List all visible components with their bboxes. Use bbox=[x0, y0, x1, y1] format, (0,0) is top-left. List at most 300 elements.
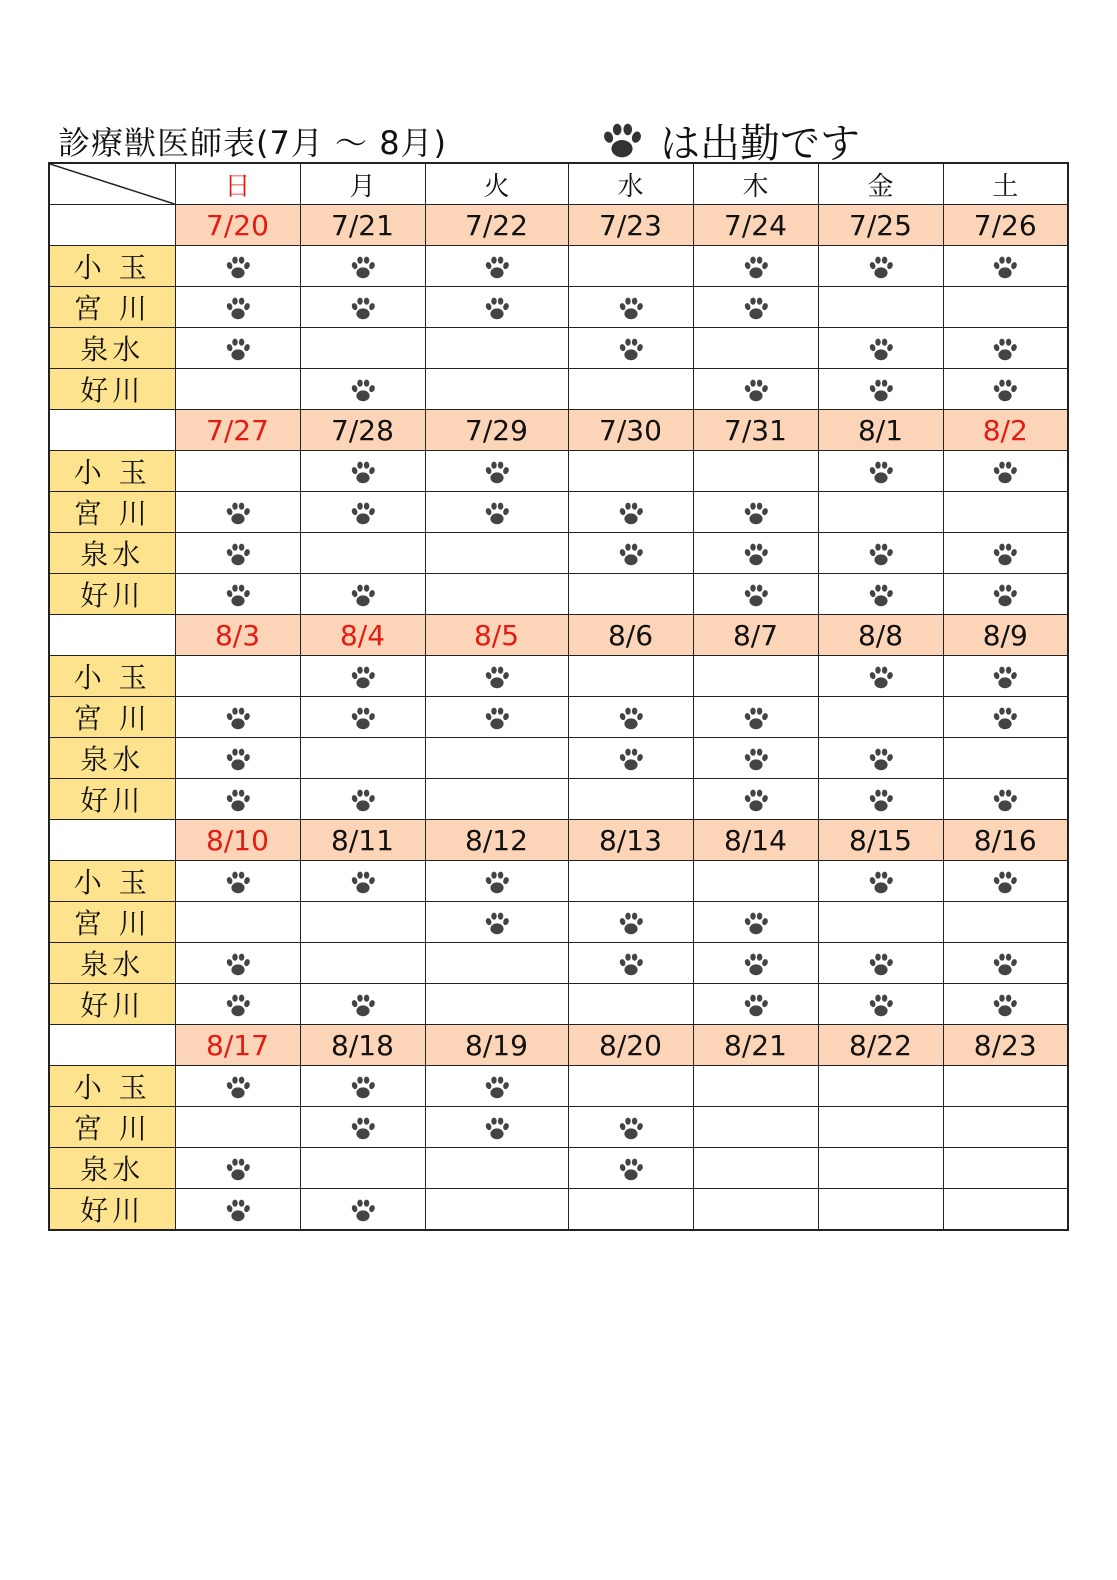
shift-cell bbox=[300, 656, 425, 697]
shift-cell bbox=[568, 574, 693, 615]
shift-cell bbox=[175, 697, 300, 738]
paw-icon bbox=[223, 1155, 253, 1185]
shift-cell bbox=[818, 984, 943, 1025]
shift-cell bbox=[175, 656, 300, 697]
shift-cell bbox=[943, 533, 1068, 574]
date-cell: 7/26 bbox=[943, 205, 1068, 246]
vet-row bbox=[49, 943, 1068, 984]
date-row bbox=[49, 1025, 1068, 1066]
shift-cell bbox=[943, 861, 1068, 902]
paw-icon bbox=[348, 1073, 378, 1103]
shift-cell bbox=[175, 1189, 300, 1231]
shift-cell bbox=[425, 1066, 568, 1107]
date-cell: 8/9 bbox=[943, 615, 1068, 656]
paw-icon bbox=[741, 991, 771, 1021]
date-cell: 7/23 bbox=[568, 205, 693, 246]
shift-cell bbox=[300, 1107, 425, 1148]
date-cell: 7/28 bbox=[300, 410, 425, 451]
shift-cell bbox=[175, 369, 300, 410]
date-cell: 8/6 bbox=[568, 615, 693, 656]
shift-cell bbox=[943, 574, 1068, 615]
date-cell: 8/5 bbox=[425, 615, 568, 656]
paw-icon bbox=[616, 1155, 646, 1185]
shift-cell bbox=[300, 533, 425, 574]
paw-icon bbox=[990, 786, 1020, 816]
shift-cell bbox=[693, 861, 818, 902]
paw-icon bbox=[866, 950, 896, 980]
paw-icon bbox=[223, 991, 253, 1021]
shift-cell bbox=[818, 492, 943, 533]
paw-icon bbox=[866, 253, 896, 283]
shift-cell bbox=[818, 533, 943, 574]
date-row-label bbox=[49, 205, 175, 246]
date-cell: 8/15 bbox=[818, 820, 943, 861]
shift-cell bbox=[818, 1148, 943, 1189]
date-cell: 8/3 bbox=[175, 615, 300, 656]
shift-cell bbox=[300, 246, 425, 287]
date-row bbox=[49, 615, 1068, 656]
vet-name: 小 玉 bbox=[49, 861, 175, 902]
paw-icon bbox=[990, 991, 1020, 1021]
weekday-header: 金 bbox=[818, 163, 943, 205]
shift-cell bbox=[943, 984, 1068, 1025]
weekday-header: 水 bbox=[568, 163, 693, 205]
shift-cell bbox=[425, 902, 568, 943]
shift-cell bbox=[175, 574, 300, 615]
vet-row bbox=[49, 738, 1068, 779]
paw-icon bbox=[866, 745, 896, 775]
paw-icon bbox=[741, 950, 771, 980]
paw-icon bbox=[223, 950, 253, 980]
shift-cell bbox=[693, 246, 818, 287]
shift-cell bbox=[300, 287, 425, 328]
paw-icon bbox=[990, 868, 1020, 898]
paw-icon bbox=[866, 786, 896, 816]
shift-cell bbox=[175, 328, 300, 369]
legend bbox=[598, 112, 860, 169]
paw-icon bbox=[990, 253, 1020, 283]
vet-name: 小 玉 bbox=[49, 246, 175, 287]
shift-cell bbox=[693, 287, 818, 328]
vet-row bbox=[49, 492, 1068, 533]
vet-row bbox=[49, 656, 1068, 697]
paw-icon bbox=[223, 253, 253, 283]
paw-icon bbox=[482, 868, 512, 898]
vet-name: 好川 bbox=[49, 574, 175, 615]
shift-cell bbox=[175, 902, 300, 943]
paw-icon bbox=[223, 1196, 253, 1226]
shift-cell bbox=[175, 779, 300, 820]
vet-row bbox=[49, 574, 1068, 615]
vet-name: 好川 bbox=[49, 984, 175, 1025]
date-cell: 8/8 bbox=[818, 615, 943, 656]
shift-cell bbox=[943, 246, 1068, 287]
paw-icon bbox=[482, 458, 512, 488]
paw-icon bbox=[990, 458, 1020, 488]
date-row bbox=[49, 410, 1068, 451]
shift-cell bbox=[300, 697, 425, 738]
shift-cell bbox=[693, 1148, 818, 1189]
shift-cell bbox=[175, 984, 300, 1025]
shift-cell bbox=[425, 697, 568, 738]
vet-name: 宮 川 bbox=[49, 492, 175, 533]
paw-icon bbox=[223, 335, 253, 365]
vet-row bbox=[49, 451, 1068, 492]
date-cell: 8/2 bbox=[943, 410, 1068, 451]
shift-cell bbox=[175, 1107, 300, 1148]
date-row bbox=[49, 820, 1068, 861]
paw-icon bbox=[741, 253, 771, 283]
vet-row bbox=[49, 328, 1068, 369]
date-row-label bbox=[49, 615, 175, 656]
date-cell: 8/13 bbox=[568, 820, 693, 861]
shift-cell bbox=[568, 246, 693, 287]
vet-row bbox=[49, 984, 1068, 1025]
shift-cell bbox=[300, 369, 425, 410]
shift-cell bbox=[300, 1148, 425, 1189]
vet-row bbox=[49, 246, 1068, 287]
shift-cell bbox=[818, 738, 943, 779]
shift-cell bbox=[300, 779, 425, 820]
shift-cell bbox=[818, 779, 943, 820]
shift-cell bbox=[943, 1148, 1068, 1189]
vet-name: 宮 川 bbox=[49, 1107, 175, 1148]
paw-icon bbox=[482, 1073, 512, 1103]
paw-icon bbox=[348, 376, 378, 406]
paw-icon bbox=[348, 704, 378, 734]
vet-name: 小 玉 bbox=[49, 451, 175, 492]
shift-cell bbox=[693, 984, 818, 1025]
vet-row bbox=[49, 369, 1068, 410]
paw-icon bbox=[866, 868, 896, 898]
shift-cell bbox=[300, 451, 425, 492]
paw-icon bbox=[616, 745, 646, 775]
vet-name: 好川 bbox=[49, 779, 175, 820]
paw-icon bbox=[741, 540, 771, 570]
date-cell: 8/22 bbox=[818, 1025, 943, 1066]
shift-cell bbox=[175, 492, 300, 533]
date-cell: 7/30 bbox=[568, 410, 693, 451]
shift-cell bbox=[300, 574, 425, 615]
shift-cell bbox=[425, 656, 568, 697]
vet-name: 小 玉 bbox=[49, 656, 175, 697]
date-cell: 8/1 bbox=[818, 410, 943, 451]
shift-cell bbox=[943, 656, 1068, 697]
shift-cell bbox=[568, 984, 693, 1025]
shift-cell bbox=[568, 287, 693, 328]
date-cell: 7/24 bbox=[693, 205, 818, 246]
paw-icon bbox=[482, 663, 512, 693]
shift-cell bbox=[568, 369, 693, 410]
shift-cell bbox=[693, 656, 818, 697]
vet-row bbox=[49, 1107, 1068, 1148]
shift-cell bbox=[818, 656, 943, 697]
paw-icon bbox=[348, 1114, 378, 1144]
paw-icon bbox=[482, 253, 512, 283]
paw-icon bbox=[866, 991, 896, 1021]
vet-name: 泉水 bbox=[49, 533, 175, 574]
shift-cell bbox=[175, 451, 300, 492]
shift-cell bbox=[568, 328, 693, 369]
date-cell: 7/21 bbox=[300, 205, 425, 246]
shift-cell bbox=[693, 697, 818, 738]
paw-icon bbox=[990, 376, 1020, 406]
shift-cell bbox=[300, 861, 425, 902]
vet-row bbox=[49, 779, 1068, 820]
shift-cell bbox=[943, 1107, 1068, 1148]
paw-icon bbox=[223, 786, 253, 816]
paw-icon bbox=[866, 458, 896, 488]
paw-icon bbox=[223, 499, 253, 529]
shift-cell bbox=[568, 1148, 693, 1189]
vet-row bbox=[49, 1066, 1068, 1107]
shift-cell bbox=[425, 1107, 568, 1148]
shift-cell bbox=[568, 697, 693, 738]
shift-cell bbox=[568, 656, 693, 697]
paw-icon bbox=[741, 786, 771, 816]
paw-icon bbox=[223, 745, 253, 775]
shift-cell bbox=[300, 738, 425, 779]
schedule-table bbox=[48, 162, 1069, 1231]
paw-icon bbox=[223, 581, 253, 611]
shift-cell bbox=[425, 492, 568, 533]
shift-cell bbox=[425, 287, 568, 328]
shift-cell bbox=[818, 246, 943, 287]
shift-cell bbox=[693, 533, 818, 574]
shift-cell bbox=[818, 287, 943, 328]
paw-icon bbox=[990, 335, 1020, 365]
paw-icon bbox=[741, 745, 771, 775]
paw-icon bbox=[482, 909, 512, 939]
date-cell: 7/31 bbox=[693, 410, 818, 451]
paw-icon bbox=[616, 335, 646, 365]
shift-cell bbox=[693, 738, 818, 779]
shift-cell bbox=[568, 902, 693, 943]
date-cell: 8/20 bbox=[568, 1025, 693, 1066]
shift-cell bbox=[693, 451, 818, 492]
shift-cell bbox=[818, 861, 943, 902]
paw-icon bbox=[482, 704, 512, 734]
vet-name: 宮 川 bbox=[49, 287, 175, 328]
paw-icon bbox=[348, 253, 378, 283]
paw-icon bbox=[348, 581, 378, 611]
shift-cell bbox=[300, 943, 425, 984]
paw-icon bbox=[616, 704, 646, 734]
vet-row bbox=[49, 1148, 1068, 1189]
paw-icon bbox=[348, 991, 378, 1021]
shift-cell bbox=[943, 492, 1068, 533]
shift-cell bbox=[568, 492, 693, 533]
weekday-header: 月 bbox=[300, 163, 425, 205]
date-cell: 8/21 bbox=[693, 1025, 818, 1066]
paw-icon bbox=[741, 294, 771, 324]
shift-cell bbox=[818, 697, 943, 738]
paw-icon bbox=[348, 294, 378, 324]
paw-icon bbox=[223, 294, 253, 324]
shift-cell bbox=[300, 1189, 425, 1231]
paw-icon bbox=[348, 1196, 378, 1226]
shift-cell bbox=[818, 1189, 943, 1231]
date-cell: 8/16 bbox=[943, 820, 1068, 861]
shift-cell bbox=[425, 738, 568, 779]
paw-icon bbox=[348, 868, 378, 898]
shift-cell bbox=[568, 451, 693, 492]
corner-cell bbox=[49, 163, 175, 205]
date-cell: 8/14 bbox=[693, 820, 818, 861]
date-cell: 7/29 bbox=[425, 410, 568, 451]
date-row-label bbox=[49, 410, 175, 451]
shift-cell bbox=[425, 328, 568, 369]
shift-cell bbox=[568, 533, 693, 574]
shift-cell bbox=[693, 902, 818, 943]
paw-icon bbox=[866, 376, 896, 406]
shift-cell bbox=[300, 1066, 425, 1107]
paw-icon bbox=[616, 950, 646, 980]
shift-cell bbox=[693, 1066, 818, 1107]
paw-icon bbox=[616, 540, 646, 570]
paw-icon bbox=[741, 376, 771, 406]
shift-cell bbox=[943, 779, 1068, 820]
paw-icon bbox=[348, 786, 378, 816]
date-row-label bbox=[49, 820, 175, 861]
shift-cell bbox=[568, 943, 693, 984]
shift-cell bbox=[175, 1066, 300, 1107]
paw-icon bbox=[990, 540, 1020, 570]
shift-cell bbox=[818, 1107, 943, 1148]
shift-cell bbox=[818, 451, 943, 492]
paw-icon bbox=[741, 704, 771, 734]
shift-cell bbox=[425, 451, 568, 492]
shift-cell bbox=[175, 246, 300, 287]
vet-name: 小 玉 bbox=[49, 1066, 175, 1107]
date-cell: 8/10 bbox=[175, 820, 300, 861]
vet-row bbox=[49, 861, 1068, 902]
date-cell: 8/12 bbox=[425, 820, 568, 861]
vet-name: 泉水 bbox=[49, 1148, 175, 1189]
shift-cell bbox=[943, 287, 1068, 328]
shift-cell bbox=[943, 1066, 1068, 1107]
shift-cell bbox=[568, 1107, 693, 1148]
paw-icon bbox=[990, 950, 1020, 980]
shift-cell bbox=[693, 943, 818, 984]
shift-cell bbox=[568, 861, 693, 902]
date-cell: 7/20 bbox=[175, 205, 300, 246]
vet-name: 泉水 bbox=[49, 328, 175, 369]
shift-cell bbox=[425, 984, 568, 1025]
shift-cell bbox=[693, 369, 818, 410]
shift-cell bbox=[175, 861, 300, 902]
shift-cell bbox=[425, 943, 568, 984]
paw-icon bbox=[482, 1114, 512, 1144]
paw-icon bbox=[598, 117, 646, 165]
shift-cell bbox=[568, 1189, 693, 1231]
shift-cell bbox=[425, 574, 568, 615]
weekday-header: 日 bbox=[175, 163, 300, 205]
shift-cell bbox=[175, 943, 300, 984]
page-title: 診療獣医師表(7月 ～ 8月) bbox=[58, 124, 448, 162]
shift-cell bbox=[818, 902, 943, 943]
paw-icon bbox=[616, 499, 646, 529]
shift-cell bbox=[568, 738, 693, 779]
shift-cell bbox=[568, 1066, 693, 1107]
shift-cell bbox=[693, 779, 818, 820]
shift-cell bbox=[943, 943, 1068, 984]
shift-cell bbox=[425, 369, 568, 410]
date-cell: 8/7 bbox=[693, 615, 818, 656]
paw-icon bbox=[990, 581, 1020, 611]
shift-cell bbox=[175, 533, 300, 574]
vet-row bbox=[49, 902, 1068, 943]
vet-name: 好川 bbox=[49, 1189, 175, 1231]
paw-icon bbox=[223, 704, 253, 734]
shift-cell bbox=[818, 574, 943, 615]
shift-cell bbox=[943, 328, 1068, 369]
shift-cell bbox=[943, 738, 1068, 779]
paw-icon bbox=[616, 294, 646, 324]
shift-cell bbox=[943, 697, 1068, 738]
paw-icon bbox=[223, 540, 253, 570]
shift-cell bbox=[693, 492, 818, 533]
shift-cell bbox=[818, 328, 943, 369]
shift-cell bbox=[425, 246, 568, 287]
date-cell: 8/11 bbox=[300, 820, 425, 861]
paw-icon bbox=[741, 909, 771, 939]
shift-cell bbox=[943, 902, 1068, 943]
shift-cell bbox=[943, 369, 1068, 410]
shift-cell bbox=[175, 738, 300, 779]
shift-cell bbox=[425, 779, 568, 820]
shift-cell bbox=[425, 1148, 568, 1189]
shift-cell bbox=[818, 943, 943, 984]
date-cell: 8/23 bbox=[943, 1025, 1068, 1066]
date-cell: 7/27 bbox=[175, 410, 300, 451]
weekday-header: 土 bbox=[943, 163, 1068, 205]
paw-icon bbox=[348, 458, 378, 488]
shift-cell bbox=[693, 574, 818, 615]
paw-icon bbox=[866, 663, 896, 693]
paw-icon bbox=[223, 1073, 253, 1103]
vet-name: 好川 bbox=[49, 369, 175, 410]
date-cell: 8/17 bbox=[175, 1025, 300, 1066]
vet-row bbox=[49, 533, 1068, 574]
shift-cell bbox=[818, 1066, 943, 1107]
paw-icon bbox=[866, 540, 896, 570]
date-row bbox=[49, 205, 1068, 246]
weekday-header: 木 bbox=[693, 163, 818, 205]
vet-row bbox=[49, 697, 1068, 738]
shift-cell bbox=[300, 902, 425, 943]
weekday-header: 火 bbox=[425, 163, 568, 205]
shift-cell bbox=[943, 451, 1068, 492]
date-cell: 8/4 bbox=[300, 615, 425, 656]
paw-icon bbox=[616, 909, 646, 939]
date-cell: 8/18 bbox=[300, 1025, 425, 1066]
shift-cell bbox=[568, 779, 693, 820]
shift-cell bbox=[175, 1148, 300, 1189]
paw-icon bbox=[348, 499, 378, 529]
vet-name: 泉水 bbox=[49, 943, 175, 984]
vet-row bbox=[49, 287, 1068, 328]
shift-cell bbox=[693, 1107, 818, 1148]
legend-text: は出勤です bbox=[660, 121, 860, 167]
paw-icon bbox=[348, 663, 378, 693]
date-row-label bbox=[49, 1025, 175, 1066]
weekday-header-row bbox=[49, 163, 1068, 205]
paw-icon bbox=[741, 499, 771, 529]
paw-icon bbox=[866, 581, 896, 611]
date-cell: 8/19 bbox=[425, 1025, 568, 1066]
shift-cell bbox=[425, 533, 568, 574]
